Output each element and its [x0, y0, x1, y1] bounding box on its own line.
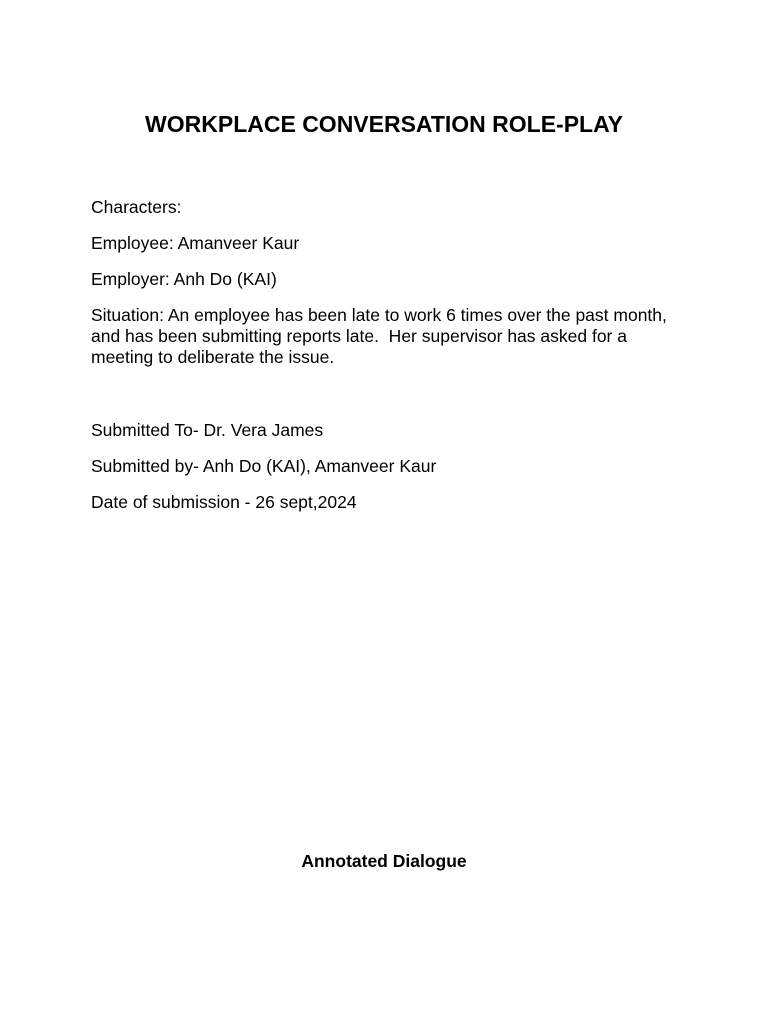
employer-line: Employer: Anh Do (KAI): [91, 269, 277, 289]
situation-paragraph: Situation: An employee has been late to work 6 times over the past month, and has been submitting reports late. Her supervisor has asked for a meeting to deliberate the issue.: [91, 305, 672, 367]
submission-date-line: Date of submission - 26 sept,2024: [91, 492, 357, 512]
annotated-dialogue-heading: Annotated Dialogue: [301, 851, 467, 871]
document-title: WORKPLACE CONVERSATION ROLE-PLAY: [145, 111, 623, 137]
employee-line: Employee: Amanveer Kaur: [91, 233, 300, 253]
submitted-by-line: Submitted by- Anh Do (KAI), Amanveer Kaur: [91, 456, 437, 476]
submitted-to-line: Submitted To- Dr. Vera James: [91, 420, 324, 440]
characters-heading: Characters:: [91, 197, 182, 217]
